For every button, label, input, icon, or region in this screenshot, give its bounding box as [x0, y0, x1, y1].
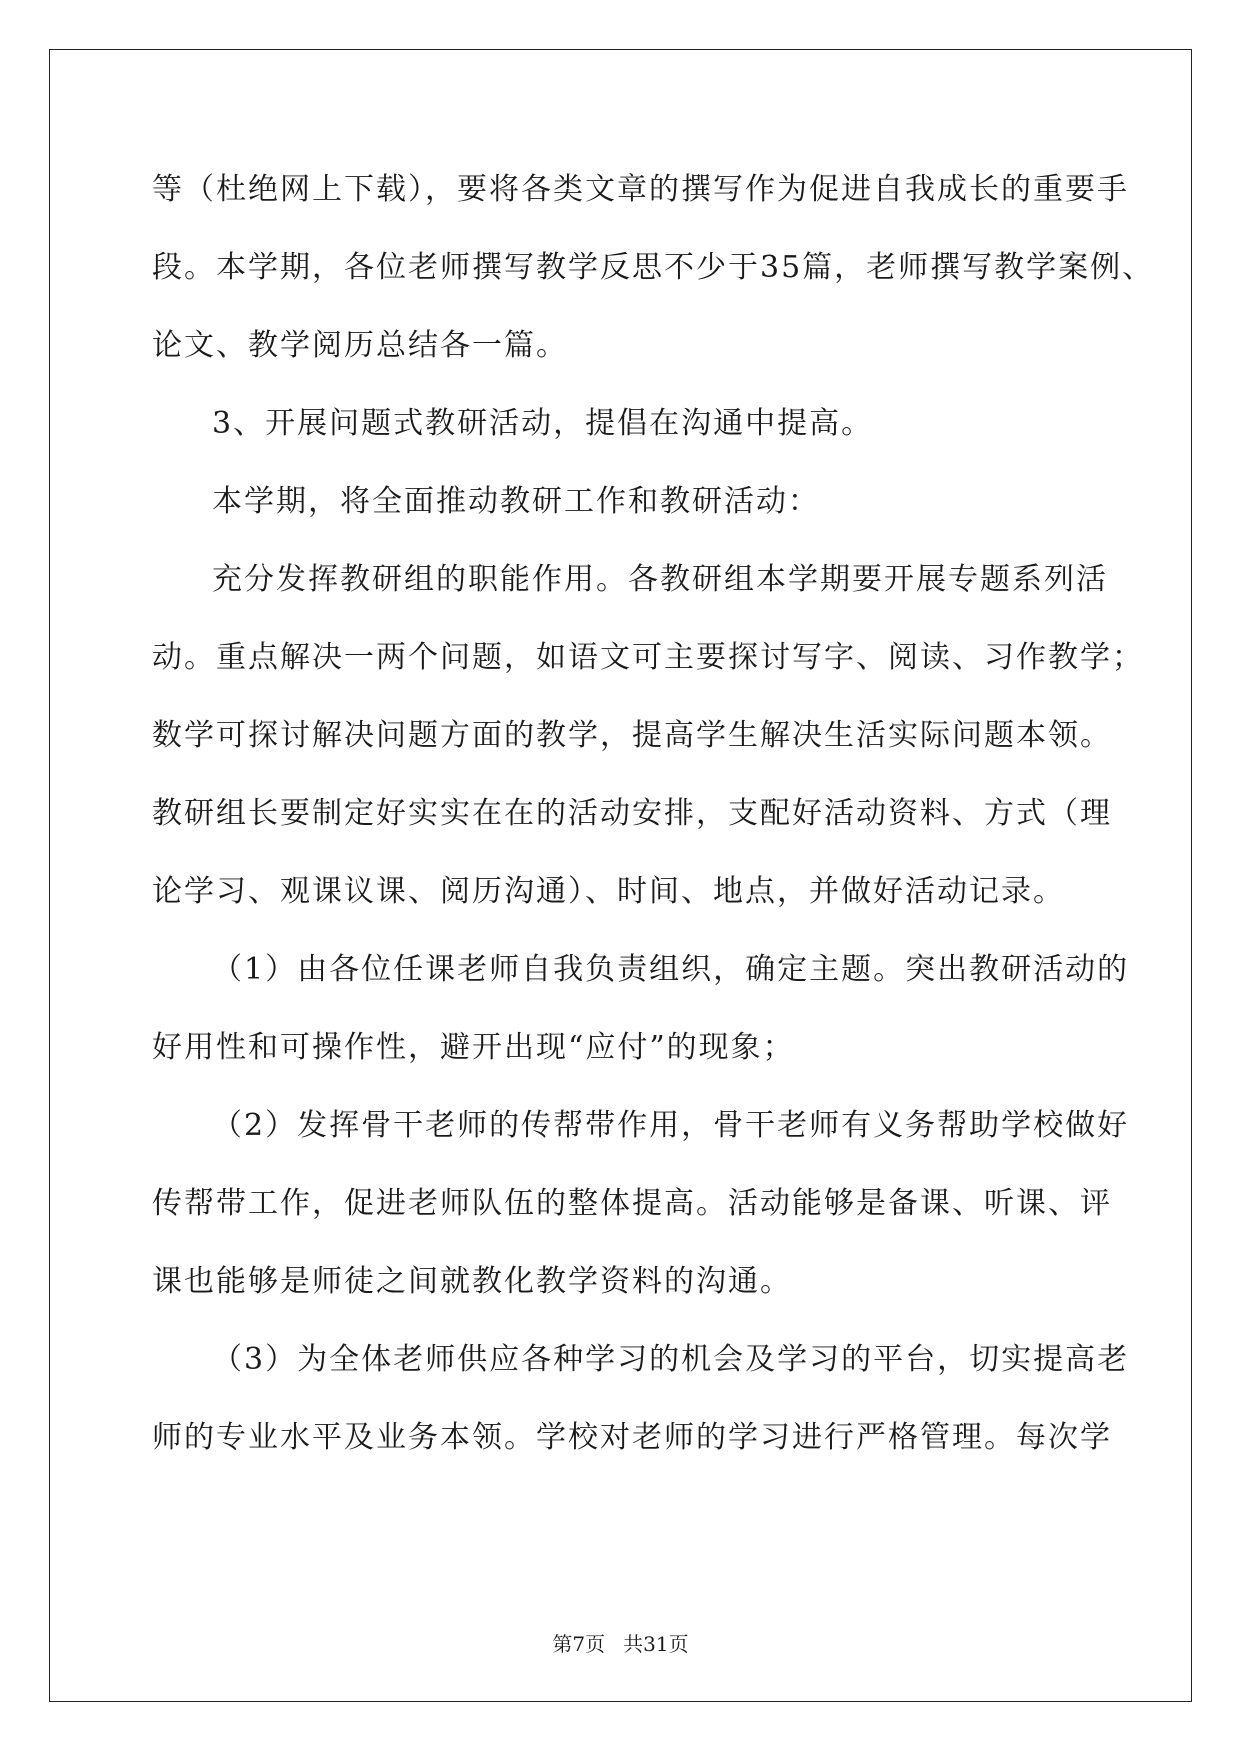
list-item-line: （1）由各位任课老师自我负责组织，确定主题。突出教研活动的 [212, 952, 1130, 987]
paragraph-line: 论文、教学阅历总结各一篇。 [152, 328, 568, 363]
list-item-line: （3）为全体老师供应各种学习的机会及学习的平台，切实提高老 [212, 1342, 1130, 1377]
paragraph-line: 等（杜绝网上下载），要将各类文章的撰写作为促进自我成长的重要手 [152, 172, 1129, 207]
paragraph-line: 论学习、观课议课、阅历沟通）、时间、地点，并做好活动记录。 [152, 874, 1065, 909]
paragraph-line: 动。重点解决一两个问题，如语文可主要探讨写字、阅读、习作教学； [152, 640, 1144, 675]
paragraph-line: 充分发挥教研组的职能作用。各教研组本学期要开展专题系列活 [212, 562, 1108, 597]
list-item-line: 好用性和可操作性，避开出现“应付”的现象； [152, 1030, 795, 1065]
list-item-line: 师的专业水平及业务本领。学校对老师的学习进行严格管理。每次学 [152, 1420, 1112, 1455]
page-number: 第7页 [552, 1632, 606, 1656]
paragraph-line: 数学可探讨解决问题方面的教学，提高学生解决生活实际问题本领。 [152, 718, 1112, 753]
paragraph-line: 教研组长要制定好实实在在的活动安排，支配好活动资料、方式（理 [152, 796, 1112, 831]
list-item-line: 传帮带工作，促进老师队伍的整体提高。活动能够是备课、听课、评 [152, 1186, 1112, 1221]
paragraph-line: 段。本学期，各位老师撰写教学反思不少于35篇，老师撰写教学案例、 [152, 250, 1155, 285]
list-item-line: （2）发挥骨干老师的传帮带作用，骨干老师有义务帮助学校做好 [212, 1108, 1130, 1143]
section-heading: 3、开展问题式教研活动，提倡在沟通中提高。 [212, 406, 874, 441]
page-footer [0, 1632, 1241, 1656]
paragraph-line: 本学期，将全面推动教研工作和教研活动： [212, 484, 820, 519]
page-total: 共31页 [623, 1632, 689, 1656]
list-item-line: 课也能够是师徒之间就教化教学资料的沟通。 [152, 1264, 792, 1299]
